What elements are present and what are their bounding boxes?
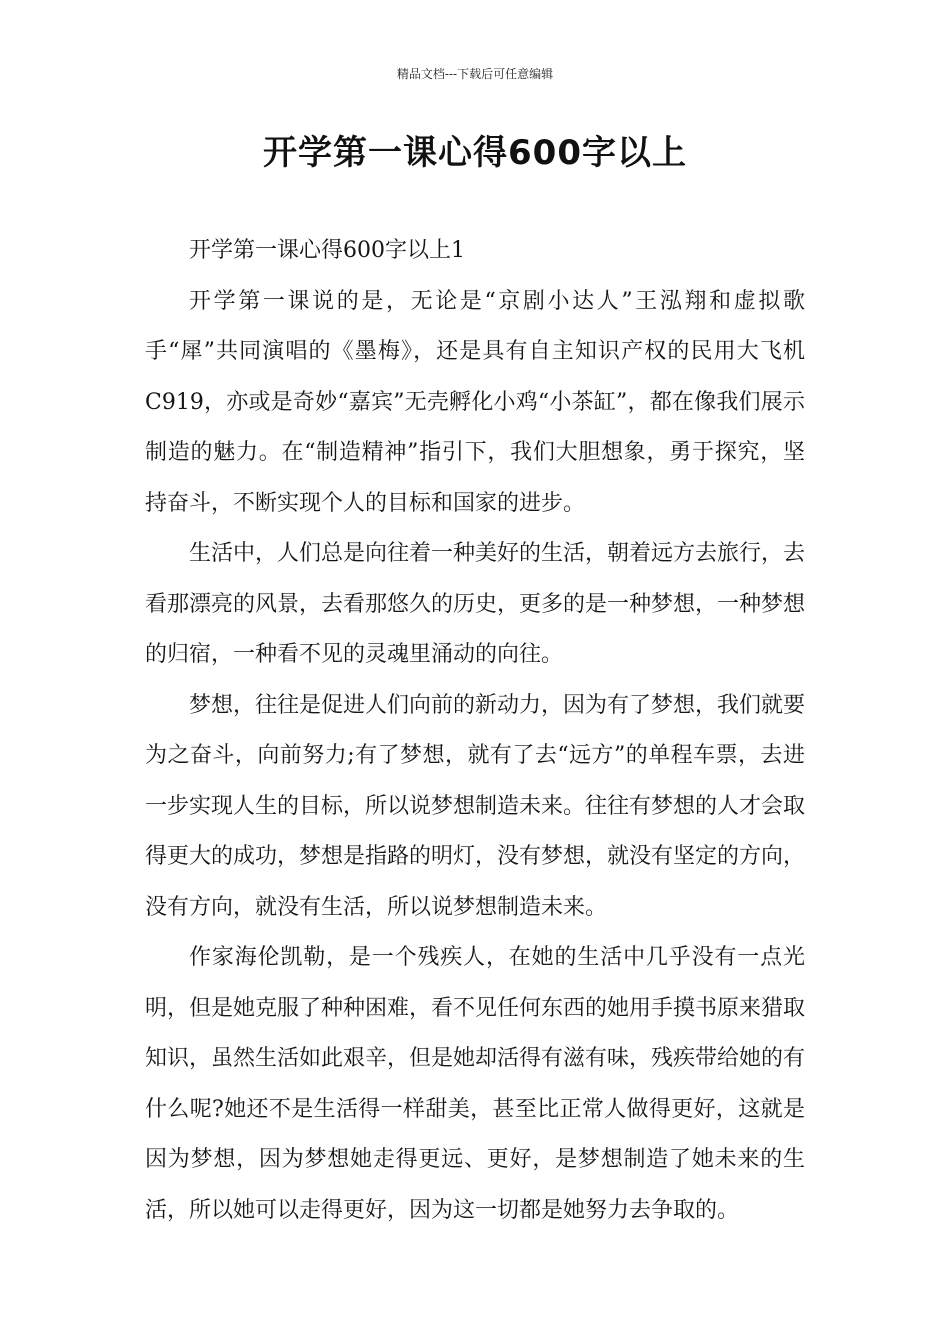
paragraph: 作家海伦凯勒，是一个残疾人，在她的生活中几乎没有一点光明，但是她克服了种种困难，看不见任何东西的她用手摸书原来猎取知识，虽然生活如此艰辛，但是她却活得有滋有味，残疾带给她的有什么呢?她还不是生活得一样甜美，甚至比正常人做得更好，这就是因为梦想，因为梦想她走得更远、更好，是梦想制造了她未来的生活，所以她可以走得更好，因为这一切都是她努力去争取的。 <box>145 945 806 1223</box>
paragraph-subtitle: 开学第一课心得600字以上1 <box>189 238 465 263</box>
paragraph: 梦想，往往是促进人们向前的新动力，因为有了梦想，我们就要为之奋斗，向前努力;有了梦想，就有了去“远方”的单程车票，去进一步实现人生的目标，所以说梦想制造未来。往往有梦想的人才会取得更大的成功，梦想是指路的明灯，没有梦想，就没有坚定的方向，没有方向，就没有生活，所以说梦想制造未来。 <box>145 692 806 920</box>
paragraph: 生活中，人们总是向往着一种美好的生活，朝着远方去旅行，去看那漂亮的风景，去看那悠久的历史，更多的是一种梦想，一种梦想的归宿，一种看不见的灵魂里涌动的向往。 <box>145 541 806 667</box>
document-title: 开学第一课心得600字以上 <box>263 133 687 173</box>
paragraph: 开学第一课说的是，无论是“京剧小达人”王泓翔和虚拟歌手“犀”共同演唱的《墨梅》，还是具有自主知识产权的民用大飞机C919，亦或是奇妙“嘉宾”无壳孵化小鸡“小茶缸”，都在像我们展示制造的魅力。在“制造精神”指引下，我们大胆想象，勇于探究，坚持奋斗，不断实现个人的目标和国家的进步。 <box>145 288 805 516</box>
document-body <box>145 226 805 1236</box>
header-note: 精品文档---下载后可任意编辑 <box>396 67 554 81</box>
